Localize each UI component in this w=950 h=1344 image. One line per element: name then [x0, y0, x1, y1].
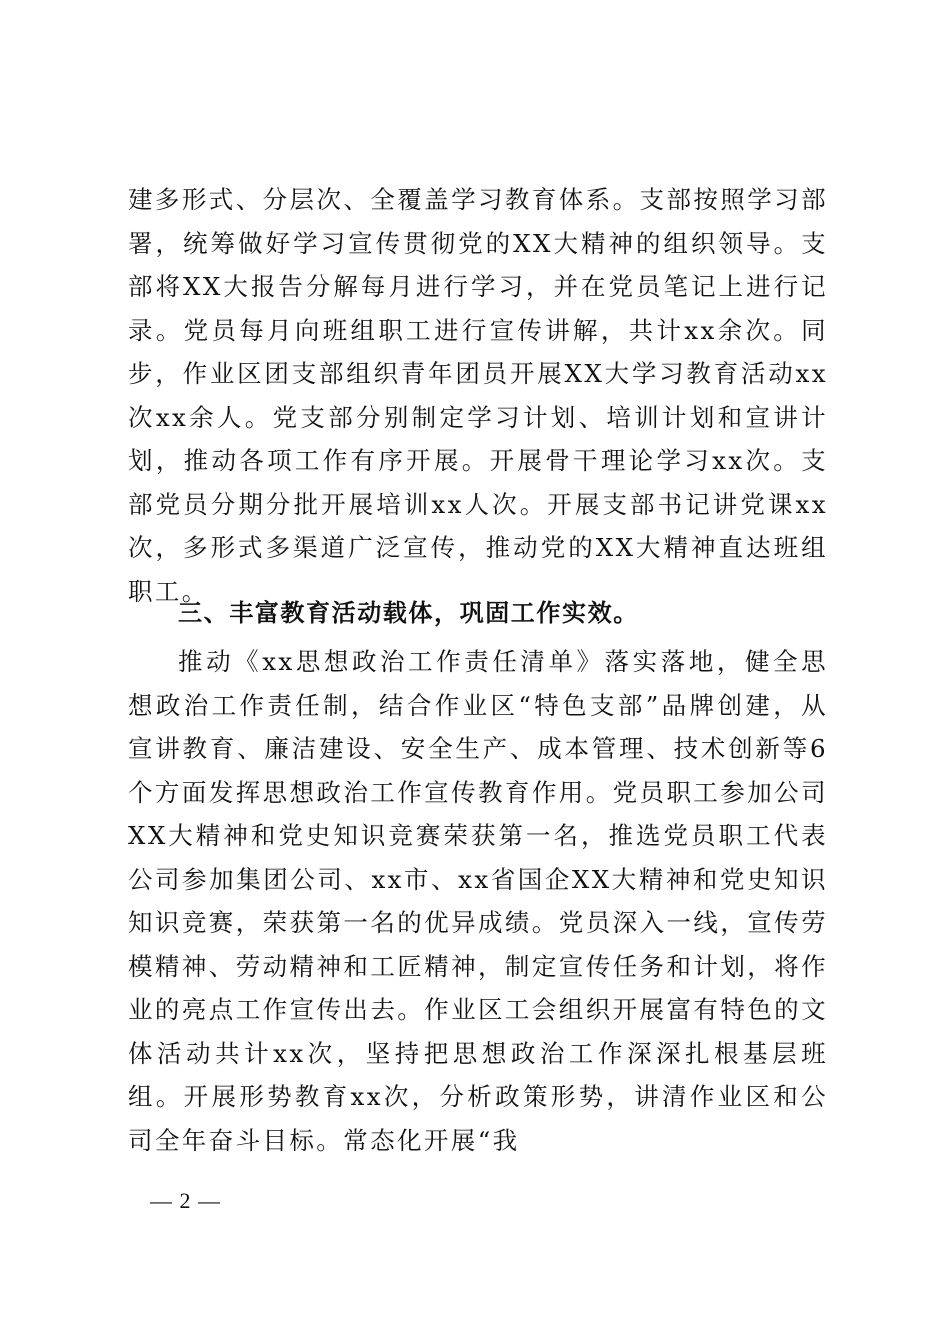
- body-paragraph-1: [128, 178, 828, 613]
- body-paragraph-2: [128, 640, 828, 1162]
- paragraph-text: 建多形式、分层次、全覆盖学习教育体系。支部按照学习部署，统筹做好学习宣传贯彻党的XX大精神的组织领导。支部将XX大报告分解每月进行学习，并在党员笔记上进行记录。党员每月向班组职工进行宣传讲解，共计xx余次。同步，作业区团支部组织青年团员开展XX大学习教育活动xx次xx余人。党支部分别制定学习计划、培训计划和宣讲计划，推动各项工作有序开展。开展骨干理论学习xx次。支部党员分期分批开展培训xx人次。开展支部书记讲党课xx次，多形式多渠道广泛宣传，推动党的XX大精神直达班组职工。: [128, 185, 828, 606]
- page-number: — 2 —: [150, 1188, 221, 1213]
- section-heading-3: 三、丰富教育活动载体，巩固工作实效。: [178, 599, 639, 627]
- paragraph-text: 推动《xx思想政治工作责任清单》落实落地，健全思想政治工作责任制，结合作业区“特色支部”品牌创建，从宣讲教育、廉洁建设、安全生产、成本管理、技术创新等6个方面发挥思想政治工作宣传教育作用。党员职工参加公司XX大精神和党史知识竞赛荣获第一名，推选党员职工代表公司参加集团公司、xx市、xx省国企XX大精神和党史知识知识竞赛，荣获第一名的优异成绩。党员深入一线，宣传劳模精神、劳动精神和工匠精神，制定宣传任务和计划，将作业的亮点工作宣传出去。作业区工会组织开展富有特色的文体活动共计xx次，坚持把思想政治工作深深扎根基层班组。开展形势教育xx次，分析政策形势，讲清作业区和公司全年奋斗目标。常态化开展“我: [128, 647, 828, 1155]
